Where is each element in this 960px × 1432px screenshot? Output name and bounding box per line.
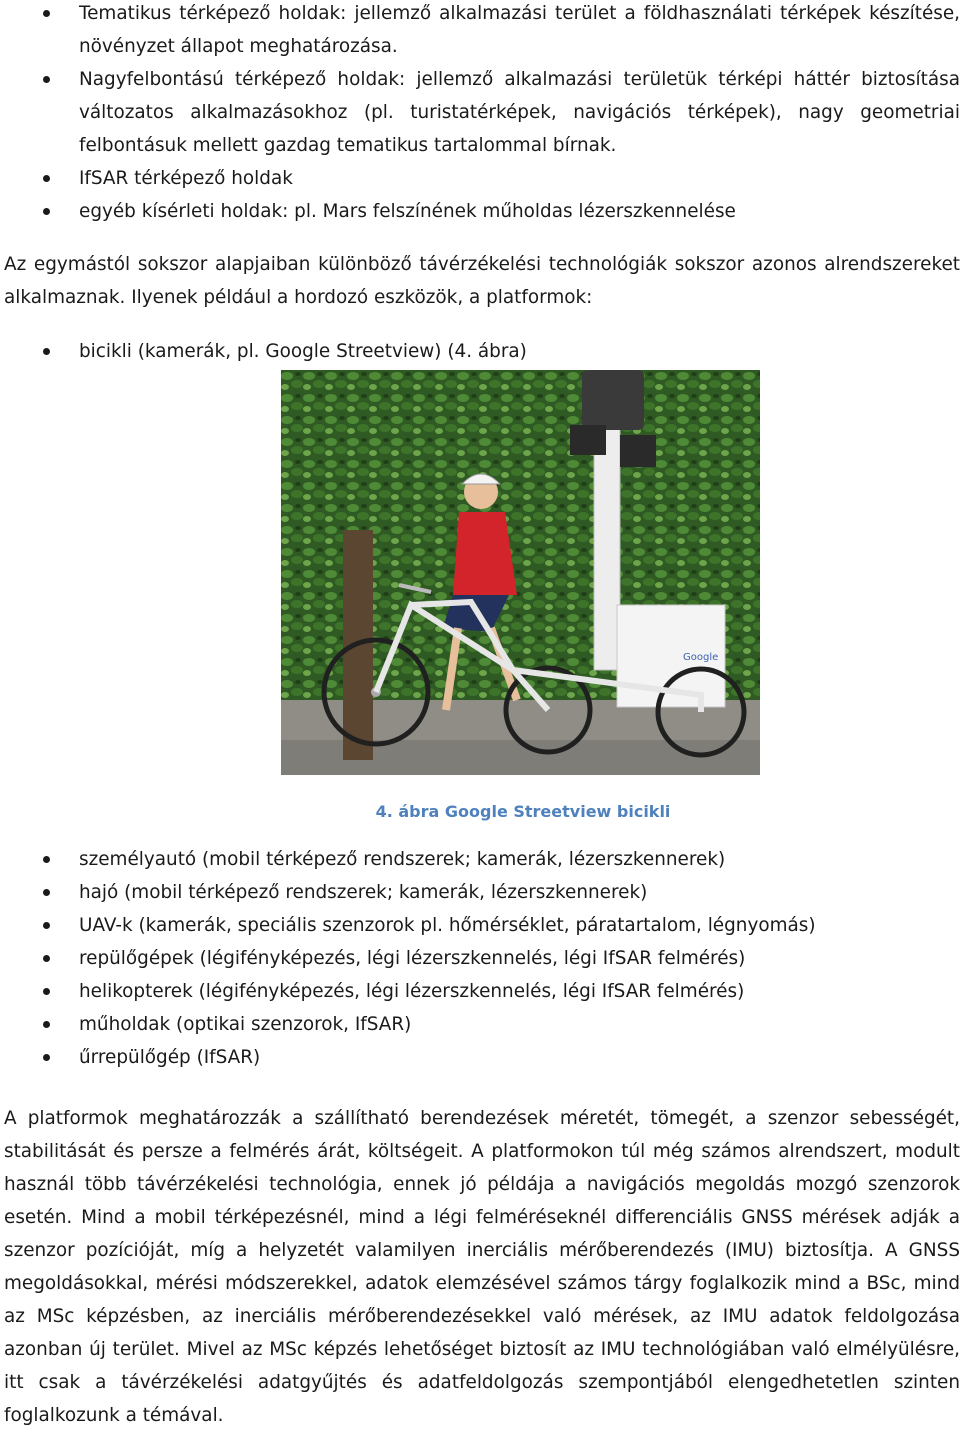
list-item: bicikli (kamerák, pl. Google Streetview) (4. ábra) xyxy=(0,335,960,368)
final-paragraph: A platformok meghatározzák a szállítható berendezések méretét, tömegét, a szenzor sebességét, stabilitását és persze a felmérés árát, költségeit. A platformokon túl még számos alrendszert, modult használ több távérzékelési technológia, ennek jó példája a navigációs megoldás mozgó szenzorok esetén. Mind a mobil térképezésnél, mind a légi felméréseknél differenciális GNSS mérések adják a szenzor pozícióját, míg a helyzetét valamilyen inerciális mérőberendezés (IMU) biztosítja. A GNSS megoldásokkal, mérési módszerekkel, adatok elemzésével számos tárgy foglalkozik mind a BSc, mind az MSc képzésben, az inerciális mérőberendezésekkel való mérések, az IMU adatok feldolgozása azonban új terület. Mivel az MSc képzés lehetőséget biztosít az IMU technológiában való elmélyülésre, itt csak a távérzékelési adatgyűjtés és adatfeldolgozás szempontjából elengedhetetlen szinten foglalkozunk a témával. xyxy=(4,1108,960,1426)
list-item: egyéb kísérleti holdak: pl. Mars felszínének műholdas lézerszkennelése xyxy=(0,195,960,228)
list-item: UAV-k (kamerák, speciális szenzorok pl. hőmérséklet, páratartalom, légnyomás) xyxy=(0,909,960,942)
list-item: személyautó (mobil térképező rendszerek; kamerák, lézerszkennerek) xyxy=(0,843,960,876)
list-item: Nagyfelbontású térképező holdak: jellemző alkalmazási területük térképi háttér biztosítása változatos alkalmazásokhoz (pl. turistatérképek, navigációs térképek), nagy geometriai felbontásuk mellett gazdag tematikus tartalommal bírnak. xyxy=(0,63,960,162)
list-item: repülőgépek (légifényképezés, légi lézerszkennelés, légi IfSAR felmérés) xyxy=(0,942,960,975)
streetview-bike-photo xyxy=(281,370,760,775)
box-logo-text: Google xyxy=(683,652,719,663)
list-item: űrrepülőgép (IfSAR) xyxy=(0,1041,960,1074)
list-item: hajó (mobil térképező rendszerek; kamerák, lézerszkennerek) xyxy=(0,876,960,909)
list-item: Tematikus térképező holdak: jellemző alkalmazási terület a földhasználati térképek készítése, növényzet állapot meghatározása. xyxy=(0,0,960,63)
list-item: IfSAR térképező holdak xyxy=(0,162,960,195)
platform-list xyxy=(0,843,960,1074)
intro-paragraph: Az egymástól sokszor alapjaiban különböző távérzékelési technológiák sokszor azonos alrendszereket alkalmaznak. Ilyenek például a hordozó eszközök, a platformok: xyxy=(4,254,960,308)
list-item: helikopterek (légifényképezés, légi lézerszkennelés, légi IfSAR felmérés) xyxy=(0,975,960,1008)
list-item: műholdak (optikai szenzorok, IfSAR) xyxy=(0,1008,960,1041)
satellite-type-list xyxy=(0,0,960,228)
figure-caption: 4. ábra Google Streetview bicikli xyxy=(375,802,671,821)
platform-list-first xyxy=(0,335,960,368)
